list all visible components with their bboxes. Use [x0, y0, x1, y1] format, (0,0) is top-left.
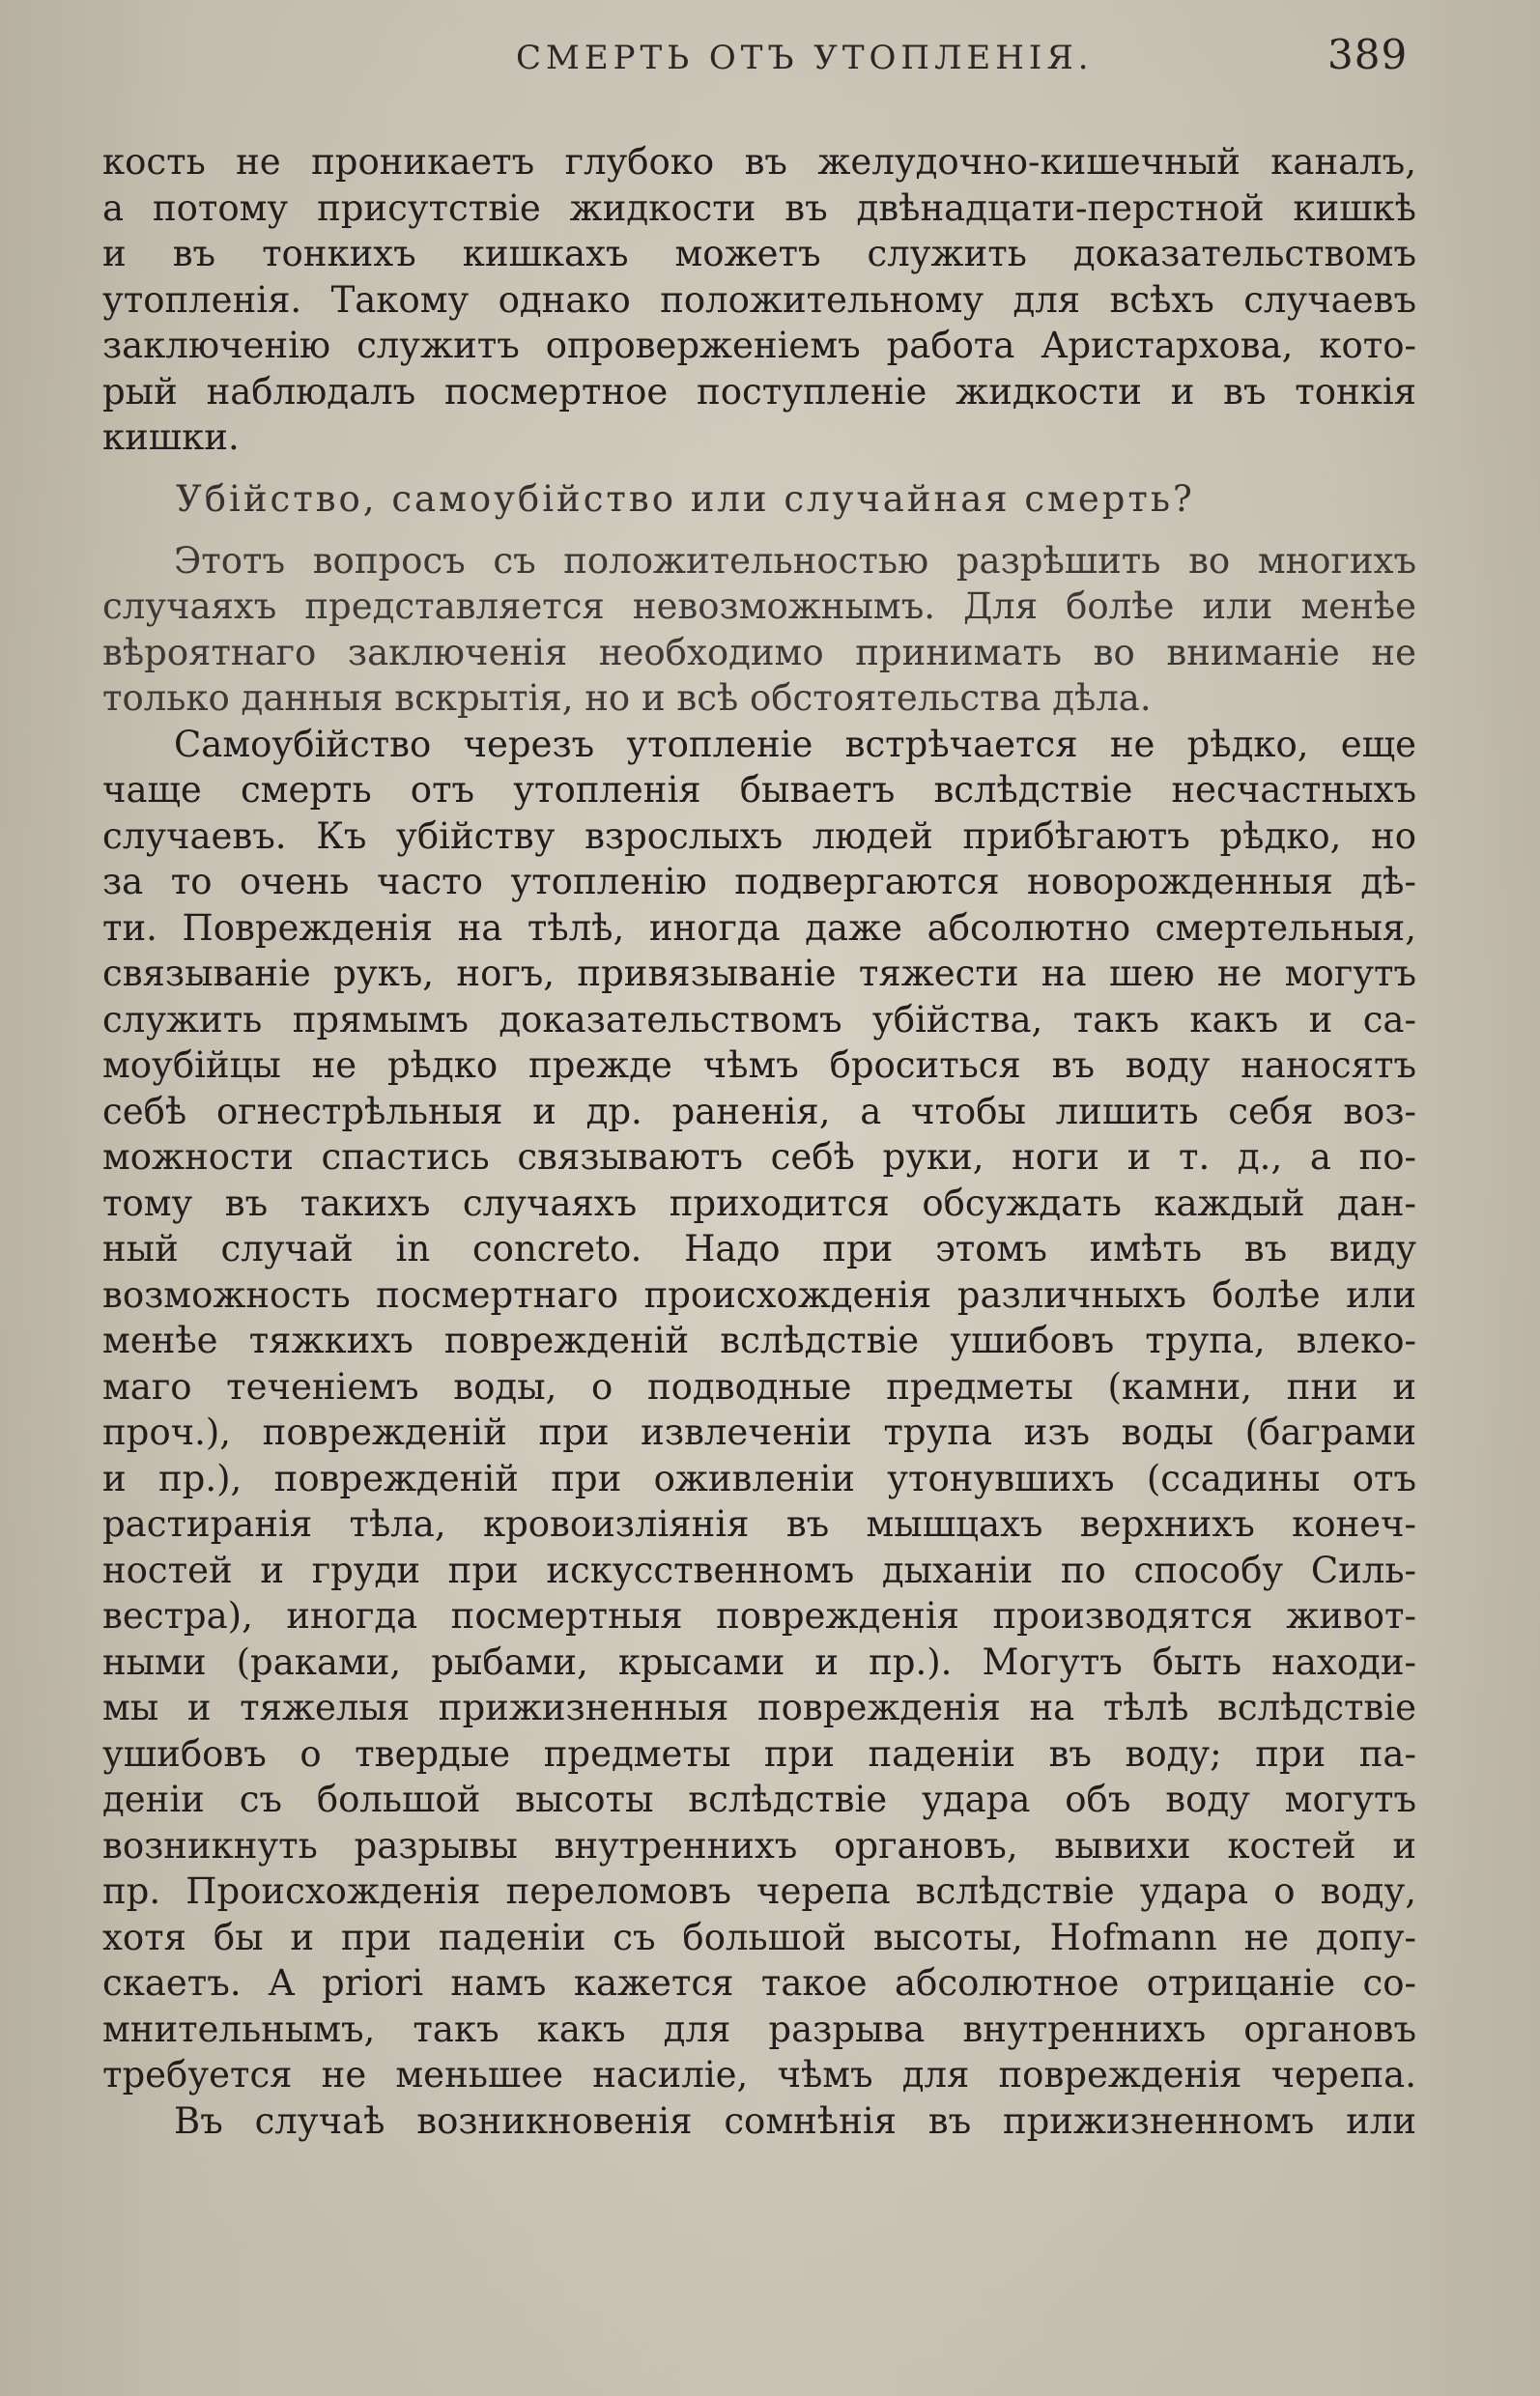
text-line: растиранія тѣла, кровоизліянія въ мышцахъ верхнихъ конеч- [102, 1503, 1416, 1545]
text-line: моубійцы не рѣдко прежде чѣмъ броситься въ воду наносятъ [102, 1044, 1416, 1086]
text-line: деніи съ большой высоты вслѣдствіе удара объ воду могутъ [102, 1779, 1416, 1820]
text-line: ностей и груди при искусственномъ дыханіи по способу Силь- [102, 1549, 1416, 1591]
text-line: проч.), поврежденій при извлеченіи трупа изъ воды (баграми [102, 1412, 1416, 1453]
text-line: рый наблюдалъ посмертное поступленіе жидкости и въ тонкія [102, 370, 1416, 413]
text-line: кишки. [102, 416, 240, 458]
text-line: мнительнымъ, такъ какъ для разрыва внутреннихъ органовъ [102, 2008, 1416, 2050]
body-text [102, 139, 1416, 2144]
text-line: мы и тяжелыя прижизненныя поврежденія на тѣлѣ вслѣдствіе [102, 1687, 1416, 1728]
text-line: менѣе тяжкихъ поврежденій вслѣдствіе ушибовъ трупа, влеко- [102, 1320, 1416, 1361]
text-line: тому въ такихъ случаяхъ приходится обсуждать каждый дан- [102, 1182, 1416, 1224]
page-number: 389 [1327, 31, 1409, 78]
text-line: заключенію служитъ опроверженіемъ работа Аристархова, кото- [102, 325, 1416, 366]
text-line: Въ случаѣ возникновенія сомнѣнія въ прижизненномъ или [174, 2099, 1416, 2142]
text-line: ными (раками, рыбами, крысами и пр.). Могутъ быть находи- [102, 1640, 1416, 1683]
text-line: служить прямымъ доказательствомъ убійства, такъ какъ и са- [102, 998, 1416, 1041]
text-line: возникнуть разрывы внутреннихъ органовъ, вывихи костей и [102, 1824, 1416, 1867]
text-line: вѣроятнаго заключенія необходимо принимать во вниманіе не [102, 631, 1416, 673]
section-heading: Убійство, самоубійство или случайная смерть? [176, 477, 1195, 520]
text-line: ти. Поврежденія на тѣлѣ, иногда даже абсолютно смертельныя, [102, 906, 1416, 949]
text-line: себѣ огнестрѣльныя и др. раненія, а чтобы лишить себя воз- [102, 1090, 1416, 1132]
running-head: СМЕРТЬ ОТЪ УТОПЛЕНІЯ. [516, 39, 1094, 77]
text-line: ный случай in concreto. Надо при этомъ имѣть въ виду [102, 1228, 1416, 1269]
paragraph [102, 2098, 1416, 2145]
text-line: за то очень часто утопленію подвергаются новорожденныя дѣ- [102, 861, 1416, 902]
text-line: и пр.), поврежденій при оживленіи утонувшихъ (ссадины отъ [102, 1457, 1416, 1499]
text-line: утопленія. Такому однако положительному для всѣхъ случаевъ [102, 278, 1416, 321]
text-line: Самоубійство черезъ утопленіе встрѣчается не рѣдко, еще [174, 723, 1416, 765]
text-line: и въ тонкихъ кишкахъ можетъ служить доказательствомъ [102, 233, 1416, 274]
text-line: вестра), иногда посмертныя поврежденія производятся живот- [102, 1595, 1416, 1637]
text-line: кость не проникаетъ глубоко въ желудочно-кишечный каналъ, [102, 141, 1416, 183]
text-line: требуется не меньшее насиліе, чѣмъ для поврежденія черепа. [102, 2054, 1416, 2096]
paragraph [102, 538, 1416, 722]
text-line: скаетъ. A priori намъ кажется такое абсолютное отрицаніе со- [102, 1962, 1416, 2004]
text-line: только данныя вскрытія, но и всѣ обстоятельства дѣла. [102, 677, 1152, 719]
text-line: хотя бы и при паденіи съ большой высоты, Hofmann не допу- [102, 1916, 1416, 1958]
text-line: случаевъ. Къ убійству взрослыхъ людей прибѣгаютъ рѣдко, но [102, 814, 1416, 857]
text-line: Этотъ вопросъ съ положительностью разрѣшить во многихъ [174, 539, 1416, 582]
text-line: можности спастись связываютъ себѣ руки, ноги и т. д., а по- [102, 1136, 1416, 1178]
text-line: случаяхъ представляется невозможнымъ. Для болѣе или менѣе [102, 585, 1416, 627]
text-line: чаще смерть отъ утопленія бываетъ вслѣдствіе несчастныхъ [102, 769, 1416, 811]
text-line: возможность посмертнаго происхожденія различныхъ болѣе или [102, 1273, 1416, 1316]
text-line: связываніе рукъ, ногъ, привязываніе тяжести на шею не могутъ [102, 953, 1416, 994]
paragraph [102, 722, 1416, 2098]
text-line: ушибовъ о твердые предметы при паденіи въ воду; при па- [102, 1732, 1416, 1775]
text-line: маго теченіемъ воды, о подводные предметы (камни, пни и [102, 1365, 1416, 1408]
paragraph-continuation [102, 139, 1416, 461]
text-line: а потому присутствіе жидкости въ двѣнадцати-перстной кишкѣ [102, 186, 1416, 229]
text-line: пр. Происхожденія переломовъ черепа вслѣдствіе удара о воду, [102, 1870, 1416, 1912]
